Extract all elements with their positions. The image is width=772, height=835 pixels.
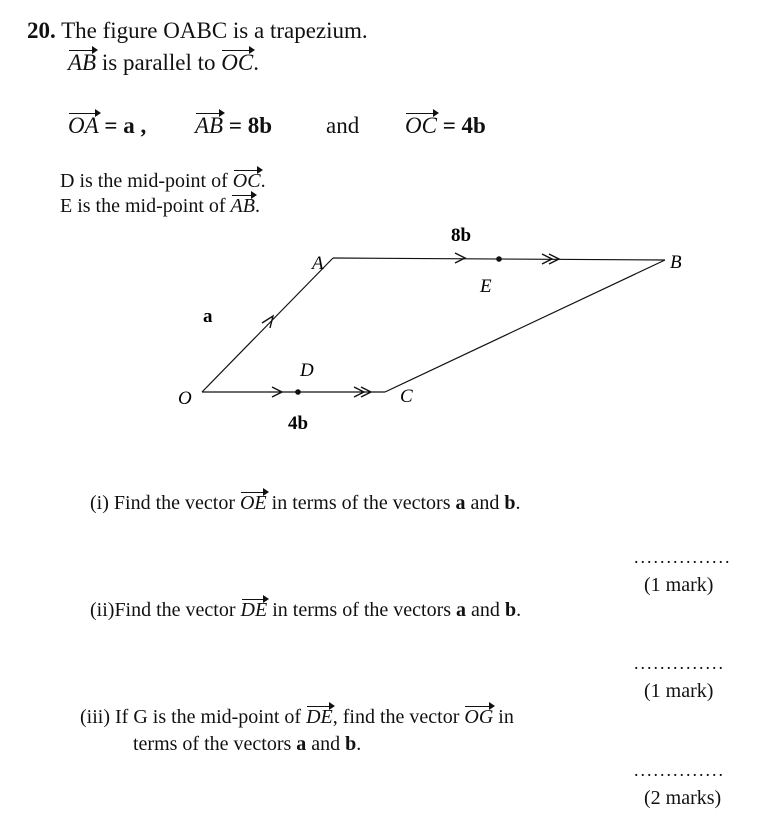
definition-d-text: D is the mid-point of: [60, 170, 233, 192]
part-ii-text-post: in terms of the vectors: [267, 599, 457, 621]
part-ii-b: b: [504, 599, 517, 621]
part-iii-a: a: [296, 733, 307, 755]
label-o: O: [178, 388, 192, 409]
label-vector-a: a: [203, 306, 213, 327]
part-iii-b: b: [345, 733, 357, 755]
marks-iii: (2 marks): [644, 787, 722, 809]
definition-e-text: E is the mid-point of: [60, 195, 231, 217]
definition-e-end: .: [254, 195, 260, 217]
point-d: [295, 389, 301, 395]
part-ii-end: .: [516, 599, 522, 621]
vector-ab-given: AB: [195, 113, 224, 138]
part-ii-text: Find the vector: [114, 599, 241, 621]
label-4b: 4b: [288, 413, 309, 434]
definition-d-end: .: [260, 170, 266, 192]
vector-oe: OE: [239, 492, 267, 514]
part-i-label: (i): [90, 492, 114, 514]
label-c: C: [400, 386, 413, 407]
intro-text: is parallel to: [96, 50, 222, 75]
vector-oc-def: OC: [232, 170, 261, 192]
marks-i: (1 mark): [644, 574, 714, 596]
part-i-text: Find the vector: [113, 492, 240, 514]
part-iii-end: .: [356, 733, 362, 755]
marks-ii: (1 mark): [644, 680, 714, 702]
vector-de: DE: [240, 599, 268, 621]
vector-og: OG: [464, 706, 494, 728]
oc-value: = 4b: [436, 113, 486, 138]
answer-line-i[interactable]: ...............: [634, 547, 732, 567]
part-i: [90, 492, 521, 515]
part-iii-text-mid: , find the vector: [332, 706, 465, 728]
part-iii-text: If G is the mid-point of: [115, 706, 307, 728]
part-iii-line2-text: terms of the vectors: [133, 733, 297, 755]
oa-value: = a ,: [98, 113, 147, 138]
question-number: 20.: [27, 18, 56, 43]
vector-oa: OA: [68, 113, 99, 138]
part-i-text-post: in terms of the vectors: [266, 492, 456, 514]
part-i-and: and: [465, 492, 505, 514]
ab-value: = 8b: [223, 113, 273, 138]
part-iii-label: (iii): [80, 706, 115, 728]
label-e: E: [480, 276, 492, 297]
part-ii-and: and: [466, 599, 505, 621]
label-b: B: [670, 252, 682, 273]
label-a: A: [312, 253, 324, 274]
vector-ab: AB: [68, 50, 97, 75]
part-iii-line2: [133, 733, 361, 756]
question-intro-line1: The figure OABC is a trapezium.: [61, 18, 368, 43]
part-iii-line1: [80, 706, 514, 729]
part-iii-and: and: [306, 733, 346, 755]
part-ii-a: a: [456, 599, 467, 621]
arrow-oa-icon: [262, 316, 273, 328]
vector-de-iii: DE: [306, 706, 333, 728]
point-e: [496, 256, 502, 262]
vector-oc-given: OC: [405, 113, 437, 138]
label-8b: 8b: [451, 225, 472, 246]
intro-end: .: [253, 50, 259, 75]
part-ii-label: (ii): [90, 599, 115, 621]
label-d: D: [300, 360, 314, 381]
answer-line-iii[interactable]: ..............: [634, 760, 725, 780]
side-bc: [385, 260, 665, 392]
vector-ab-def: AB: [230, 195, 255, 217]
answer-line-ii[interactable]: ..............: [634, 653, 725, 673]
arrow-ab-single-icon: [455, 253, 465, 263]
given-and: and: [326, 113, 360, 138]
part-i-b: b: [504, 492, 516, 514]
part-i-a: a: [455, 492, 466, 514]
part-ii: [90, 599, 521, 622]
part-iii-text-post: in: [493, 706, 514, 728]
part-i-end: .: [515, 492, 521, 514]
vector-oc: OC: [221, 50, 254, 75]
